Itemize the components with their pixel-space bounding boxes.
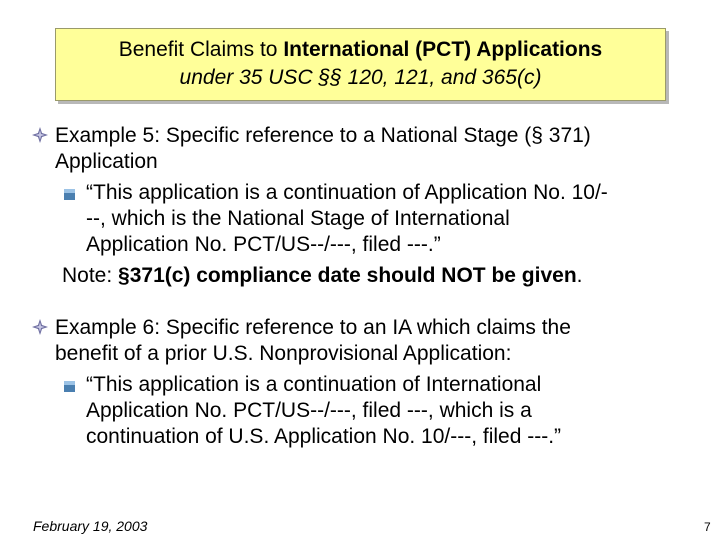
page-number: 7 [704,520,711,534]
square-bullet-icon [64,381,75,392]
note-prefix: Note: [62,264,119,287]
diamond-bullet-icon [32,127,48,143]
title-plain-text: Benefit Claims to [118,38,284,61]
title-bold-text: International (PCT) Applications [283,38,603,61]
example5-heading-cont: Application [55,150,158,173]
example6-quote-line1: “This application is a continuation of International [86,373,542,396]
example5-quote-line2: --, which is the National Stage of International [86,207,510,230]
example6-heading: Example 6: Specific reference to an IA which claims the [55,316,571,339]
example5-heading: Example 5: Specific reference to a National Stage (§ 371) [55,124,591,147]
example5-quote-line1: “This application is a continuation of Application No. 10/- [86,181,608,204]
note-bold: §371(c) compliance date should NOT be given [118,264,577,287]
example5-quote-line3: Application No. PCT/US--/---, filed ---.” [86,233,441,256]
slide-subtitle: under 35 USC §§ 120, 121, and 365(c) [179,66,542,89]
slide-title-line1 [56,36,665,64]
diamond-bullet-icon [32,319,48,335]
footer-date: February 19, 2003 [33,518,148,534]
example6-heading-cont: benefit of a prior U.S. Nonprovisional Application: [55,342,512,365]
slide-title-box [55,28,666,101]
example5-note [62,264,583,288]
note-suffix: . [576,264,583,287]
square-bullet-icon [64,189,75,200]
example6-quote-line3: continuation of U.S. Application No. 10/---, filed ---.” [86,425,562,448]
example6-quote-line2: Application No. PCT/US--/---, filed ---, which is a [86,399,532,422]
